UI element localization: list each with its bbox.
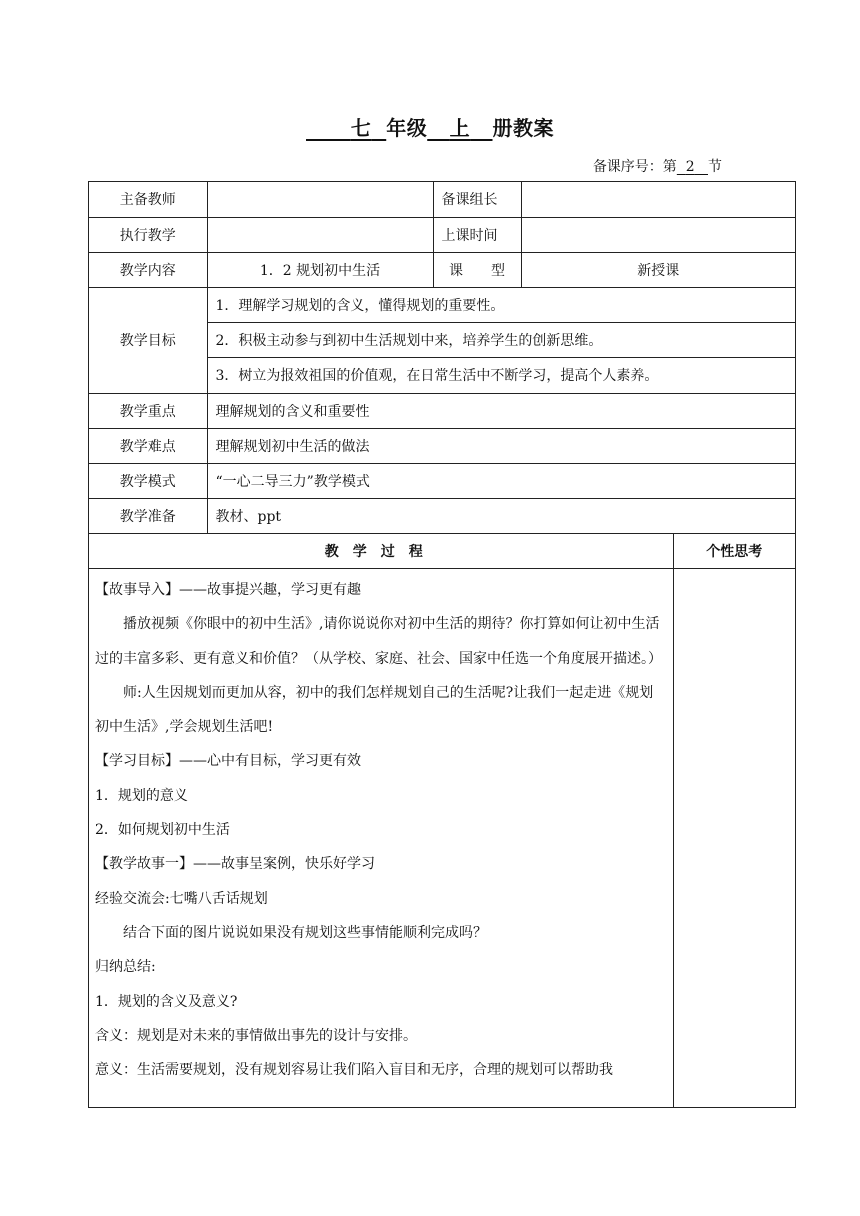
group-leader-value bbox=[521, 182, 795, 217]
mode-label: 教学模式 bbox=[89, 463, 207, 498]
key-point-label: 教学重点 bbox=[89, 393, 207, 428]
lesson-sequence bbox=[593, 156, 722, 176]
title-term-suffix: 册教案 bbox=[492, 116, 554, 140]
table-row bbox=[89, 182, 795, 217]
type-value: 新授课 bbox=[521, 252, 795, 287]
goal-item: 1．理解学习规划的含义，懂得规划的重要性。 bbox=[208, 288, 796, 323]
process-line: 含义：规划是对未来的事情做出事先的设计与安排。 bbox=[95, 1027, 417, 1044]
process-line: 结合下面的图片说说如果没有规划这些事情能顺利完成吗？ bbox=[123, 924, 487, 941]
process-header: 教学过程 bbox=[89, 534, 673, 569]
process-line: 【故事导入】——故事提兴趣，学习更有趣 bbox=[95, 582, 361, 598]
prep-label: 教学准备 bbox=[89, 498, 207, 533]
reflection-cell bbox=[673, 569, 795, 1109]
table-row bbox=[89, 428, 795, 463]
type-label: 课 型 bbox=[433, 252, 521, 287]
class-time-value bbox=[521, 217, 795, 252]
difficulty-value: 理解规划初中生活的做法 bbox=[207, 428, 795, 463]
key-point-value: 理解规划的含义和重要性 bbox=[207, 393, 795, 428]
content-value: 1．2 规划初中生活 bbox=[207, 252, 433, 287]
info-table bbox=[89, 182, 795, 534]
goals-label: 教学目标 bbox=[89, 287, 207, 393]
group-leader-label: 备课组长 bbox=[433, 182, 521, 217]
process-line: 经验交流会:七嘴八舌话规划 bbox=[95, 890, 268, 907]
lead-teacher-value bbox=[207, 182, 433, 217]
class-time-label: 上课时间 bbox=[433, 217, 521, 252]
goal-item: 3．树立为报效祖国的价值观，在日常生活中不断学习，提高个人素养。 bbox=[208, 358, 796, 393]
process-line: 意义：生活需要规划，没有规划容易让我们陷入盲目和无序，合理的规划可以帮助我 bbox=[95, 1062, 613, 1079]
table-row bbox=[89, 498, 795, 533]
lead-teacher-label: 主备教师 bbox=[89, 182, 207, 217]
title-grade-suffix: 年级 bbox=[386, 116, 428, 140]
content-label: 教学内容 bbox=[89, 252, 207, 287]
lesson-plan-table bbox=[88, 181, 796, 1108]
seq-number: 2 bbox=[685, 159, 695, 175]
exec-teacher-label: 执行教学 bbox=[89, 217, 207, 252]
prep-value: 教材、ppt bbox=[207, 498, 795, 533]
title-term: 上 bbox=[449, 116, 471, 140]
goal-item: 2．积极主动参与到初中生活规划中来，培养学生的创新思维。 bbox=[208, 323, 796, 358]
difficulty-label: 教学难点 bbox=[89, 428, 207, 463]
table-row bbox=[89, 569, 795, 1109]
table-row bbox=[89, 534, 795, 569]
mode-value: “一心二导三力”教学模式 bbox=[207, 463, 795, 498]
table-row bbox=[89, 287, 795, 393]
process-line: 【教学故事一】——故事呈案例，快乐好学习 bbox=[95, 856, 375, 873]
table-row bbox=[89, 463, 795, 498]
reflection-header: 个性思考 bbox=[673, 534, 795, 569]
process-line: 1．规划的含义及意义? bbox=[95, 993, 238, 1010]
table-row bbox=[89, 393, 795, 428]
list-item bbox=[208, 323, 796, 358]
process-line: 归纳总结: bbox=[95, 959, 156, 976]
process-body bbox=[89, 569, 673, 1109]
process-line: 2．如何规划初中生活 bbox=[95, 822, 230, 839]
list-item bbox=[208, 358, 796, 393]
document-title bbox=[0, 112, 860, 141]
exec-teacher-value bbox=[207, 217, 433, 252]
process-line: 1．规划的意义 bbox=[95, 787, 188, 804]
process-line: 【学习目标】——心中有目标，学习更有效 bbox=[95, 753, 361, 770]
process-line: 师:人生因规划而更加从容，初中的我们怎样规划自己的生活呢?让我们一起走进《规划初中生活》,学会规划生活吧! bbox=[95, 684, 654, 736]
process-line: 播放视频《你眼中的初中生活》,请你说说你对初中生活的期待？你打算如何让初中生活过的丰富多彩、更有意义和价值？（从学校、家庭、社会、国家中任选一个角度展开描述。） bbox=[95, 616, 662, 667]
goals-cell bbox=[207, 287, 795, 393]
goals-list bbox=[208, 288, 796, 393]
title-grade: 七 bbox=[350, 116, 372, 140]
process-table bbox=[89, 534, 795, 1109]
list-item bbox=[208, 288, 796, 323]
table-row bbox=[89, 217, 795, 252]
seq-suffix: 节 bbox=[708, 159, 722, 175]
table-row bbox=[89, 252, 795, 287]
seq-label: 备课序号：第 bbox=[592, 159, 677, 175]
